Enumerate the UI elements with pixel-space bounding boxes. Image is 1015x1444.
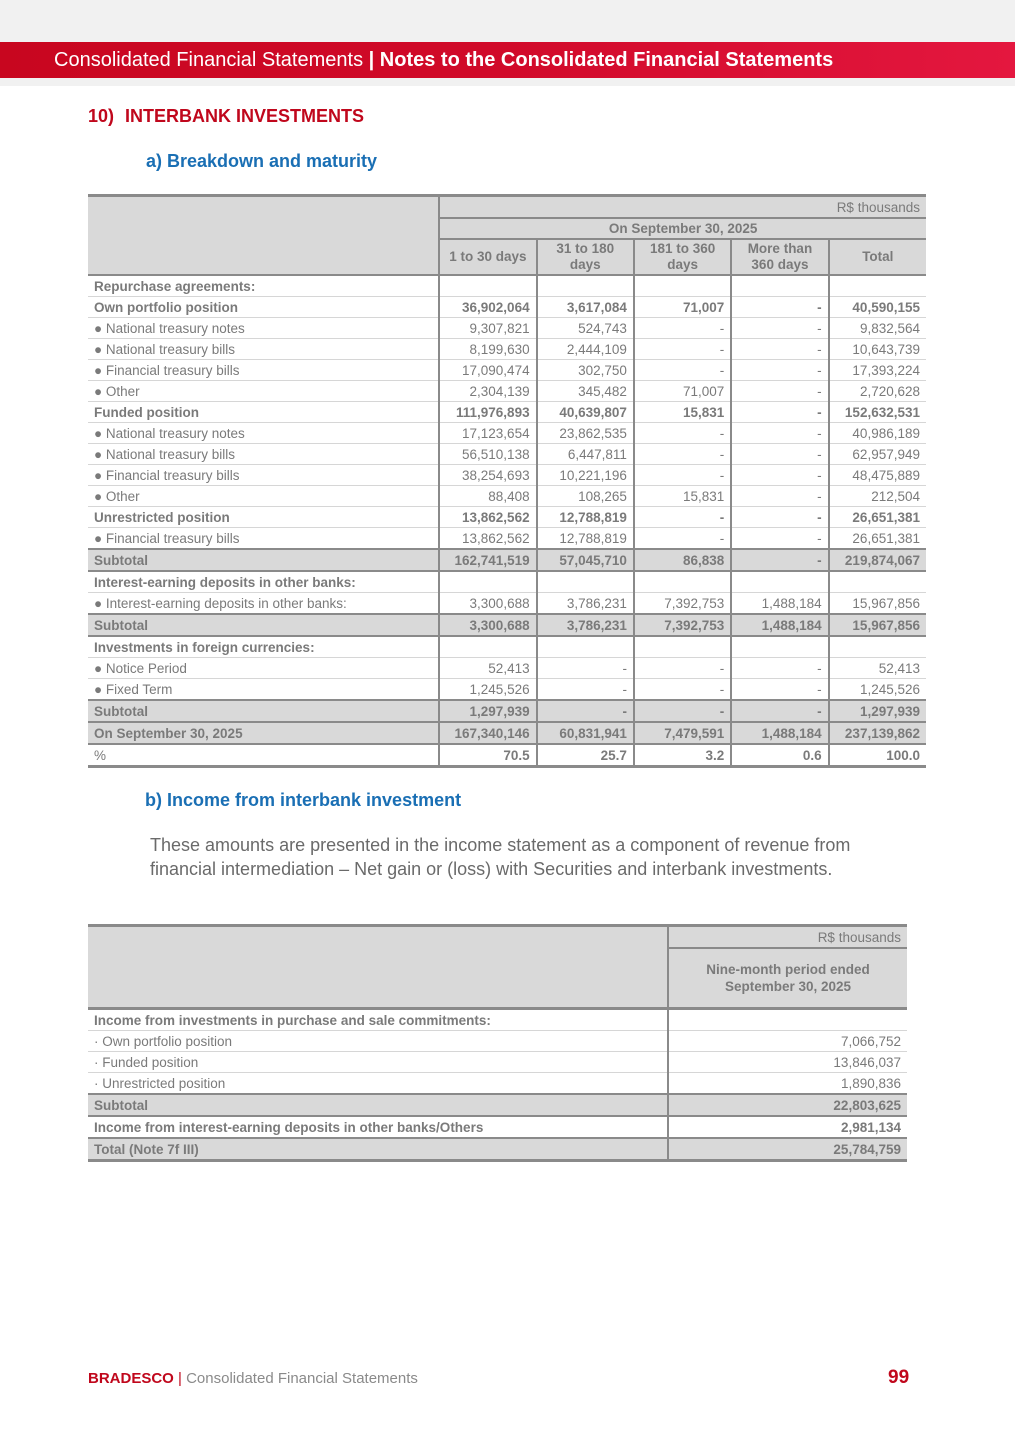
row-label: Subtotal	[88, 614, 439, 636]
banner-underline	[0, 78, 1015, 86]
cell-value: 12,788,819	[537, 507, 634, 528]
cell-value: 162,741,519	[439, 549, 536, 571]
cell-value: 15,967,856	[829, 593, 926, 615]
cell-value: -	[634, 423, 731, 444]
table-row	[88, 528, 926, 550]
cell-value: 7,392,753	[634, 593, 731, 615]
section-heading	[88, 106, 364, 127]
period-header: On September 30, 2025	[439, 218, 926, 239]
row-label: Subtotal	[88, 1094, 668, 1116]
row-label: ● Notice Period	[88, 658, 439, 679]
row-label: Investments in foreign currencies:	[88, 636, 439, 658]
cell-value: -	[731, 402, 828, 423]
cell-value: -	[731, 528, 828, 550]
row-label: ● National treasury bills	[88, 444, 439, 465]
cell-value: 17,123,654	[439, 423, 536, 444]
cell-value: -	[537, 658, 634, 679]
cell-value	[634, 636, 731, 658]
cell-value: 345,482	[537, 381, 634, 402]
cell-value	[537, 571, 634, 593]
cell-value: -	[731, 423, 828, 444]
table-row	[88, 1073, 907, 1095]
row-label: ● Financial treasury bills	[88, 528, 439, 550]
table-row	[88, 571, 926, 593]
cell-value: 7,392,753	[634, 614, 731, 636]
header-title-bold: Notes to the Consolidated Financial Statements	[379, 49, 834, 71]
cell-value: -	[731, 658, 828, 679]
footer-brand: BRADESCO	[88, 1370, 174, 1387]
subtotal-row	[88, 722, 926, 744]
cell-value: 52,413	[829, 658, 926, 679]
row-label: On September 30, 2025	[88, 722, 439, 744]
cell-value: 23,862,535	[537, 423, 634, 444]
cell-value: 38,254,693	[439, 465, 536, 486]
row-label: · Funded position	[88, 1052, 668, 1073]
table-row	[88, 744, 926, 767]
row-label: Funded position	[88, 402, 439, 423]
cell-value	[439, 636, 536, 658]
subsection-b-paragraph: These amounts are presented in the income statement as a component of revenue from financial intermediation – Net gain or (loss) with Securities and interbank investments.	[150, 835, 851, 879]
cell-value: 40,639,807	[537, 402, 634, 423]
cell-value: 3,786,231	[537, 593, 634, 615]
cell-value: 1,245,526	[439, 679, 536, 701]
cell-value: 8,199,630	[439, 339, 536, 360]
cell-value: 12,788,819	[537, 528, 634, 550]
cell-value: 71,007	[634, 381, 731, 402]
unit-label: R$ thousands	[439, 196, 926, 219]
row-label: Income from interest-earning deposits in other banks/Others	[88, 1116, 668, 1138]
cell-value: 3,300,688	[439, 593, 536, 615]
table-row	[88, 1031, 907, 1052]
cell-value: 13,862,562	[439, 507, 536, 528]
cell-value: -	[634, 318, 731, 339]
cell-value: -	[634, 658, 731, 679]
cell-value: 3,300,688	[439, 614, 536, 636]
row-label: Unrestricted position	[88, 507, 439, 528]
cell-value: 71,007	[634, 297, 731, 318]
cell-value: 88,408	[439, 486, 536, 507]
cell-value: 60,831,941	[537, 722, 634, 744]
table-row	[88, 318, 926, 339]
header-blank-cell	[88, 926, 668, 1009]
row-label: ● National treasury notes	[88, 423, 439, 444]
cell-value: -	[731, 444, 828, 465]
cell-value: -	[634, 444, 731, 465]
table-row	[88, 1052, 907, 1073]
row-label: Interest-earning deposits in other banks:	[88, 571, 439, 593]
cell-value: 13,846,037	[668, 1052, 907, 1073]
column-header: 1 to 30 days	[439, 239, 536, 275]
row-label: ● Other	[88, 486, 439, 507]
table-row	[88, 297, 926, 318]
subsection-b-title: Income from interbank investment	[167, 790, 462, 810]
subtotal-row	[88, 614, 926, 636]
cell-value: 10,643,739	[829, 339, 926, 360]
section-number: 10)	[88, 106, 115, 126]
table-row	[88, 465, 926, 486]
cell-value: 17,393,224	[829, 360, 926, 381]
row-label: %	[88, 744, 439, 767]
cell-value: 108,265	[537, 486, 634, 507]
cell-value: -	[537, 700, 634, 722]
cell-value: 302,750	[537, 360, 634, 381]
row-label: ● Financial treasury bills	[88, 465, 439, 486]
table-row	[88, 423, 926, 444]
cell-value: 70.5	[439, 744, 536, 767]
cell-value: 15,831	[634, 402, 731, 423]
cell-value: -	[731, 297, 828, 318]
cell-value: 3,617,084	[537, 297, 634, 318]
cell-value	[439, 275, 536, 297]
cell-value: -	[731, 507, 828, 528]
cell-value: 3.2	[634, 744, 731, 767]
cell-value: -	[731, 679, 828, 701]
table-row	[88, 339, 926, 360]
cell-value: 9,307,821	[439, 318, 536, 339]
cell-value: 1,488,184	[731, 722, 828, 744]
cell-value: -	[634, 360, 731, 381]
period-line-1: Nine-month period ended	[706, 962, 870, 977]
column-header: 181 to 360 days	[634, 239, 731, 275]
cell-value: -	[634, 507, 731, 528]
subtotal-row	[88, 1138, 907, 1161]
header-banner	[0, 42, 1015, 78]
cell-value: -	[731, 381, 828, 402]
subsection-b-number: b)	[145, 790, 162, 810]
cell-value	[731, 275, 828, 297]
table-row	[88, 444, 926, 465]
row-label: Repurchase agreements:	[88, 275, 439, 297]
cell-value: 48,475,889	[829, 465, 926, 486]
cell-value: 2,304,139	[439, 381, 536, 402]
cell-value	[668, 1009, 907, 1031]
cell-value: 3,786,231	[537, 614, 634, 636]
header-title-regular: Consolidated Financial Statements	[54, 49, 364, 71]
cell-value: 10,221,196	[537, 465, 634, 486]
row-label: ● Fixed Term	[88, 679, 439, 701]
cell-value: 62,957,949	[829, 444, 926, 465]
section-title: INTERBANK INVESTMENTS	[125, 106, 365, 126]
cell-value: 219,874,067	[829, 549, 926, 571]
cell-value: 22,803,625	[668, 1094, 907, 1116]
table-row	[88, 658, 926, 679]
cell-value: 25.7	[537, 744, 634, 767]
cell-value: 26,651,381	[829, 528, 926, 550]
row-label: Subtotal	[88, 700, 439, 722]
cell-value: 17,090,474	[439, 360, 536, 381]
cell-value: 167,340,146	[439, 722, 536, 744]
cell-value: 2,444,109	[537, 339, 634, 360]
row-label: ● National treasury bills	[88, 339, 439, 360]
table-row	[88, 486, 926, 507]
cell-value: 1,488,184	[731, 614, 828, 636]
cell-value: -	[731, 549, 828, 571]
subsection-a-heading	[126, 151, 377, 172]
table-row	[88, 636, 926, 658]
row-label: Total (Note 7f III)	[88, 1138, 668, 1161]
cell-value: -	[634, 700, 731, 722]
cell-value: 1,890,836	[668, 1073, 907, 1095]
table-row	[88, 402, 926, 423]
table-row	[88, 507, 926, 528]
table-row	[88, 360, 926, 381]
cell-value: 237,139,862	[829, 722, 926, 744]
cell-value: 524,743	[537, 318, 634, 339]
cell-value: 1,488,184	[731, 593, 828, 615]
cell-value: 0.6	[731, 744, 828, 767]
cell-value: 7,066,752	[668, 1031, 907, 1052]
cell-value: 2,720,628	[829, 381, 926, 402]
subsection-a-number: a)	[145, 151, 162, 171]
header-blank-cell	[88, 196, 439, 276]
cell-value: 26,651,381	[829, 507, 926, 528]
table-row	[88, 381, 926, 402]
cell-value: 111,976,893	[439, 402, 536, 423]
cell-value: -	[731, 486, 828, 507]
cell-value: 1,245,526	[829, 679, 926, 701]
table-row	[88, 1009, 907, 1031]
cell-value: 7,479,591	[634, 722, 731, 744]
cell-value: 6,447,811	[537, 444, 634, 465]
cell-value	[829, 571, 926, 593]
cell-value: 1,297,939	[829, 700, 926, 722]
row-label: ● Financial treasury bills	[88, 360, 439, 381]
cell-value: 56,510,138	[439, 444, 536, 465]
cell-value	[439, 571, 536, 593]
row-label: ● National treasury notes	[88, 318, 439, 339]
income-interbank-table	[88, 924, 907, 1162]
cell-value: 57,045,710	[537, 549, 634, 571]
cell-value: 52,413	[439, 658, 536, 679]
cell-value: -	[731, 318, 828, 339]
row-label: ● Other	[88, 381, 439, 402]
cell-value: 15,831	[634, 486, 731, 507]
cell-value: 25,784,759	[668, 1138, 907, 1161]
cell-value	[731, 636, 828, 658]
row-label: ● Interest-earning deposits in other banks:	[88, 593, 439, 615]
cell-value: 2,981,134	[668, 1116, 907, 1138]
cell-value: -	[731, 339, 828, 360]
subtotal-row	[88, 700, 926, 722]
footer-text: Consolidated Financial Statements	[186, 1370, 418, 1387]
row-label: Own portfolio position	[88, 297, 439, 318]
cell-value	[829, 636, 926, 658]
cell-value: -	[634, 465, 731, 486]
cell-value: 9,832,564	[829, 318, 926, 339]
cell-value	[537, 275, 634, 297]
cell-value: 86,838	[634, 549, 731, 571]
cell-value: -	[731, 465, 828, 486]
row-label: · Own portfolio position	[88, 1031, 668, 1052]
cell-value: -	[634, 679, 731, 701]
column-header: Total	[829, 239, 926, 275]
column-header: More than 360 days	[731, 239, 828, 275]
table-row	[88, 1116, 907, 1138]
cell-value	[829, 275, 926, 297]
subtotal-row	[88, 549, 926, 571]
subsection-a-title: Breakdown and maturity	[167, 151, 378, 171]
cell-value: -	[731, 360, 828, 381]
cell-value: 40,986,189	[829, 423, 926, 444]
cell-value: 36,902,064	[439, 297, 536, 318]
cell-value	[634, 571, 731, 593]
cell-value	[731, 571, 828, 593]
cell-value: 100.0	[829, 744, 926, 767]
table-row	[88, 275, 926, 297]
breakdown-maturity-table	[88, 194, 926, 768]
subsection-b-heading	[126, 790, 461, 811]
page-number: 99	[888, 1367, 910, 1388]
header-separator: |	[368, 49, 375, 71]
table-row	[88, 679, 926, 701]
cell-value: 152,632,531	[829, 402, 926, 423]
cell-value: 13,862,562	[439, 528, 536, 550]
footer-separator: |	[178, 1370, 182, 1387]
cell-value: -	[634, 528, 731, 550]
cell-value: 212,504	[829, 486, 926, 507]
cell-value: -	[731, 700, 828, 722]
top-margin	[0, 0, 1015, 42]
unit-label: R$ thousands	[668, 926, 907, 949]
cell-value: 40,590,155	[829, 297, 926, 318]
footer	[88, 1370, 418, 1387]
cell-value: -	[537, 679, 634, 701]
period-column-header	[668, 948, 907, 1009]
table-row	[88, 593, 926, 615]
column-header: 31 to 180 days	[537, 239, 634, 275]
cell-value: 15,967,856	[829, 614, 926, 636]
row-label: Income from investments in purchase and sale commitments:	[88, 1009, 668, 1031]
cell-value: 1,297,939	[439, 700, 536, 722]
cell-value	[537, 636, 634, 658]
row-label: · Unrestricted position	[88, 1073, 668, 1095]
period-line-2: September 30, 2025	[724, 979, 852, 994]
cell-value	[634, 275, 731, 297]
cell-value: -	[634, 339, 731, 360]
row-label: Subtotal	[88, 549, 439, 571]
subtotal-row	[88, 1094, 907, 1116]
